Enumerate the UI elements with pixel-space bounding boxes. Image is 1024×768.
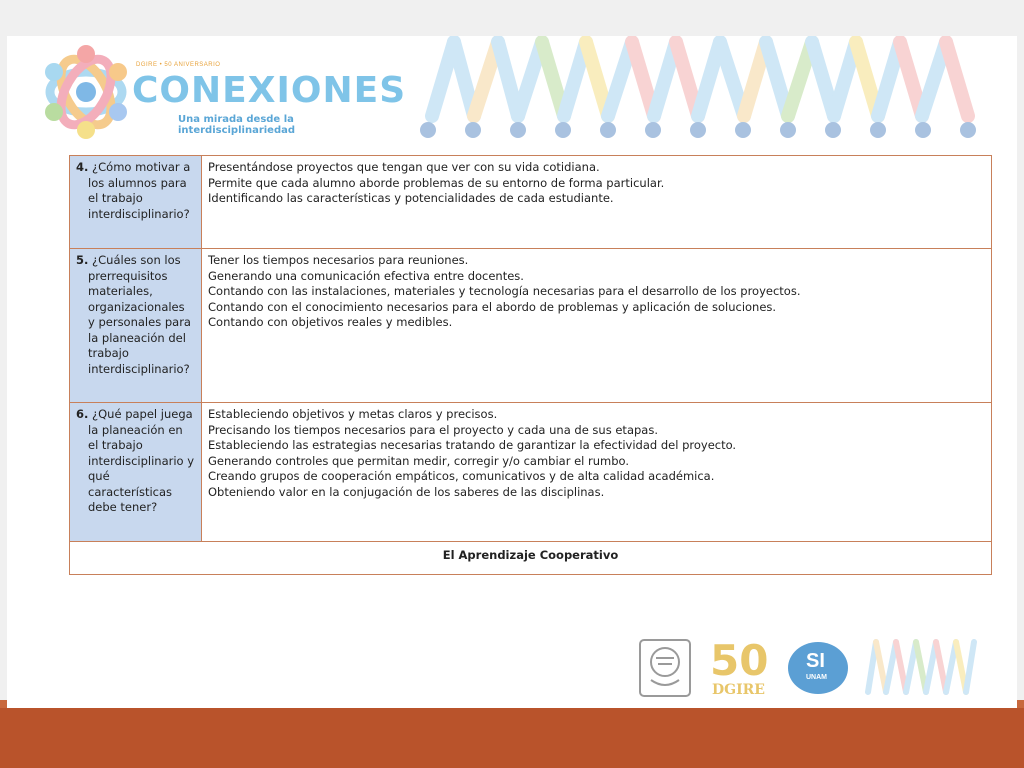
question-text: ¿Cuáles son los prerrequisitos materiales, organizacionales y personales para la planeación del trabajo interdisciplinario? — [88, 253, 191, 376]
answer-line: Precisando los tiempos necesarios para el proyecto y cada una de sus etapas. — [208, 422, 658, 437]
answer-line: Generando una comunicación efectiva entre docentes. — [208, 268, 524, 283]
question-text: ¿Qué papel juega la planeación en el trabajo interdisciplinario y qué características debe tener? — [88, 407, 195, 514]
table-row — [70, 249, 992, 403]
section-heading-cell: El Aprendizaje Cooperativo — [70, 542, 992, 575]
logo-small-caption: DGIRE • 50 ANIVERSARIO — [136, 62, 221, 68]
dgire-50-logo — [704, 636, 774, 700]
answer-line: Creando grupos de cooperación empáticos, comunicativos y de alta calidad académica. — [208, 469, 715, 483]
logo-subtitle: Una mirada desde la interdisciplinariedad — [178, 114, 296, 136]
content-table — [69, 155, 992, 575]
table-row — [70, 156, 992, 249]
question-cell — [70, 403, 202, 542]
answer-line: Presentándose proyectos que tengan que ver con su vida cotidiana. — [208, 160, 600, 174]
question-number: 4. — [76, 160, 89, 174]
answer-line: Generando controles que permitan medir, corregir y/o cambiar el rumbo. — [208, 453, 630, 468]
answer-line: Tener los tiempos necesarios para reuniones. — [208, 253, 469, 267]
question-text: ¿Cómo motivar a los alumnos para el trabajo interdisciplinario? — [88, 160, 191, 221]
si-subtext: UNAM — [806, 674, 827, 681]
conexiones-logo — [40, 44, 407, 140]
answer-line: Permite que cada alumno aborde problemas de su entorno de forma particular. — [208, 175, 665, 190]
answer-line: Identificando las características y potencialidades de cada estudiante. — [208, 191, 614, 205]
table-row — [70, 403, 992, 542]
answer-line: Contando con objetivos reales y medibles. — [208, 315, 453, 329]
bottom-bar — [0, 708, 1024, 768]
answer-line: Contando con el conocimiento necesarios para el abordo de problemas y aplicación de soluciones. — [208, 299, 777, 314]
table-row — [70, 542, 992, 575]
decorative-stripes-icon — [418, 36, 998, 140]
logo-title: CONEXIONES — [132, 70, 407, 111]
unam-seal-icon — [636, 636, 694, 700]
si-text: SI — [806, 650, 825, 672]
question-number: 6. — [76, 407, 89, 421]
answer-line: Estableciendo las estrategias necesarias tratando de garantizar la efectividad del proyecto. — [208, 438, 737, 452]
answer-line: Obteniendo valor en la conjugación de los saberes de las disciplinas. — [208, 484, 605, 499]
answer-line: Estableciendo objetivos y metas claros y precisos. — [208, 407, 498, 421]
question-number: 5. — [76, 253, 89, 267]
small-stripes-icon — [862, 636, 978, 700]
answer-cell — [202, 249, 992, 403]
question-cell — [70, 156, 202, 249]
answer-cell — [202, 403, 992, 542]
dgire-50-number: 50 — [710, 636, 769, 685]
answer-line: Contando con las instalaciones, materiales y tecnología necesarias para el desarrollo de los proyectos. — [208, 284, 801, 298]
dgire-text: DGIRE — [712, 682, 765, 698]
conexiones-logo-mark-icon — [40, 44, 132, 140]
question-cell — [70, 249, 202, 403]
si-unam-logo — [786, 636, 850, 700]
answer-cell — [202, 156, 992, 249]
